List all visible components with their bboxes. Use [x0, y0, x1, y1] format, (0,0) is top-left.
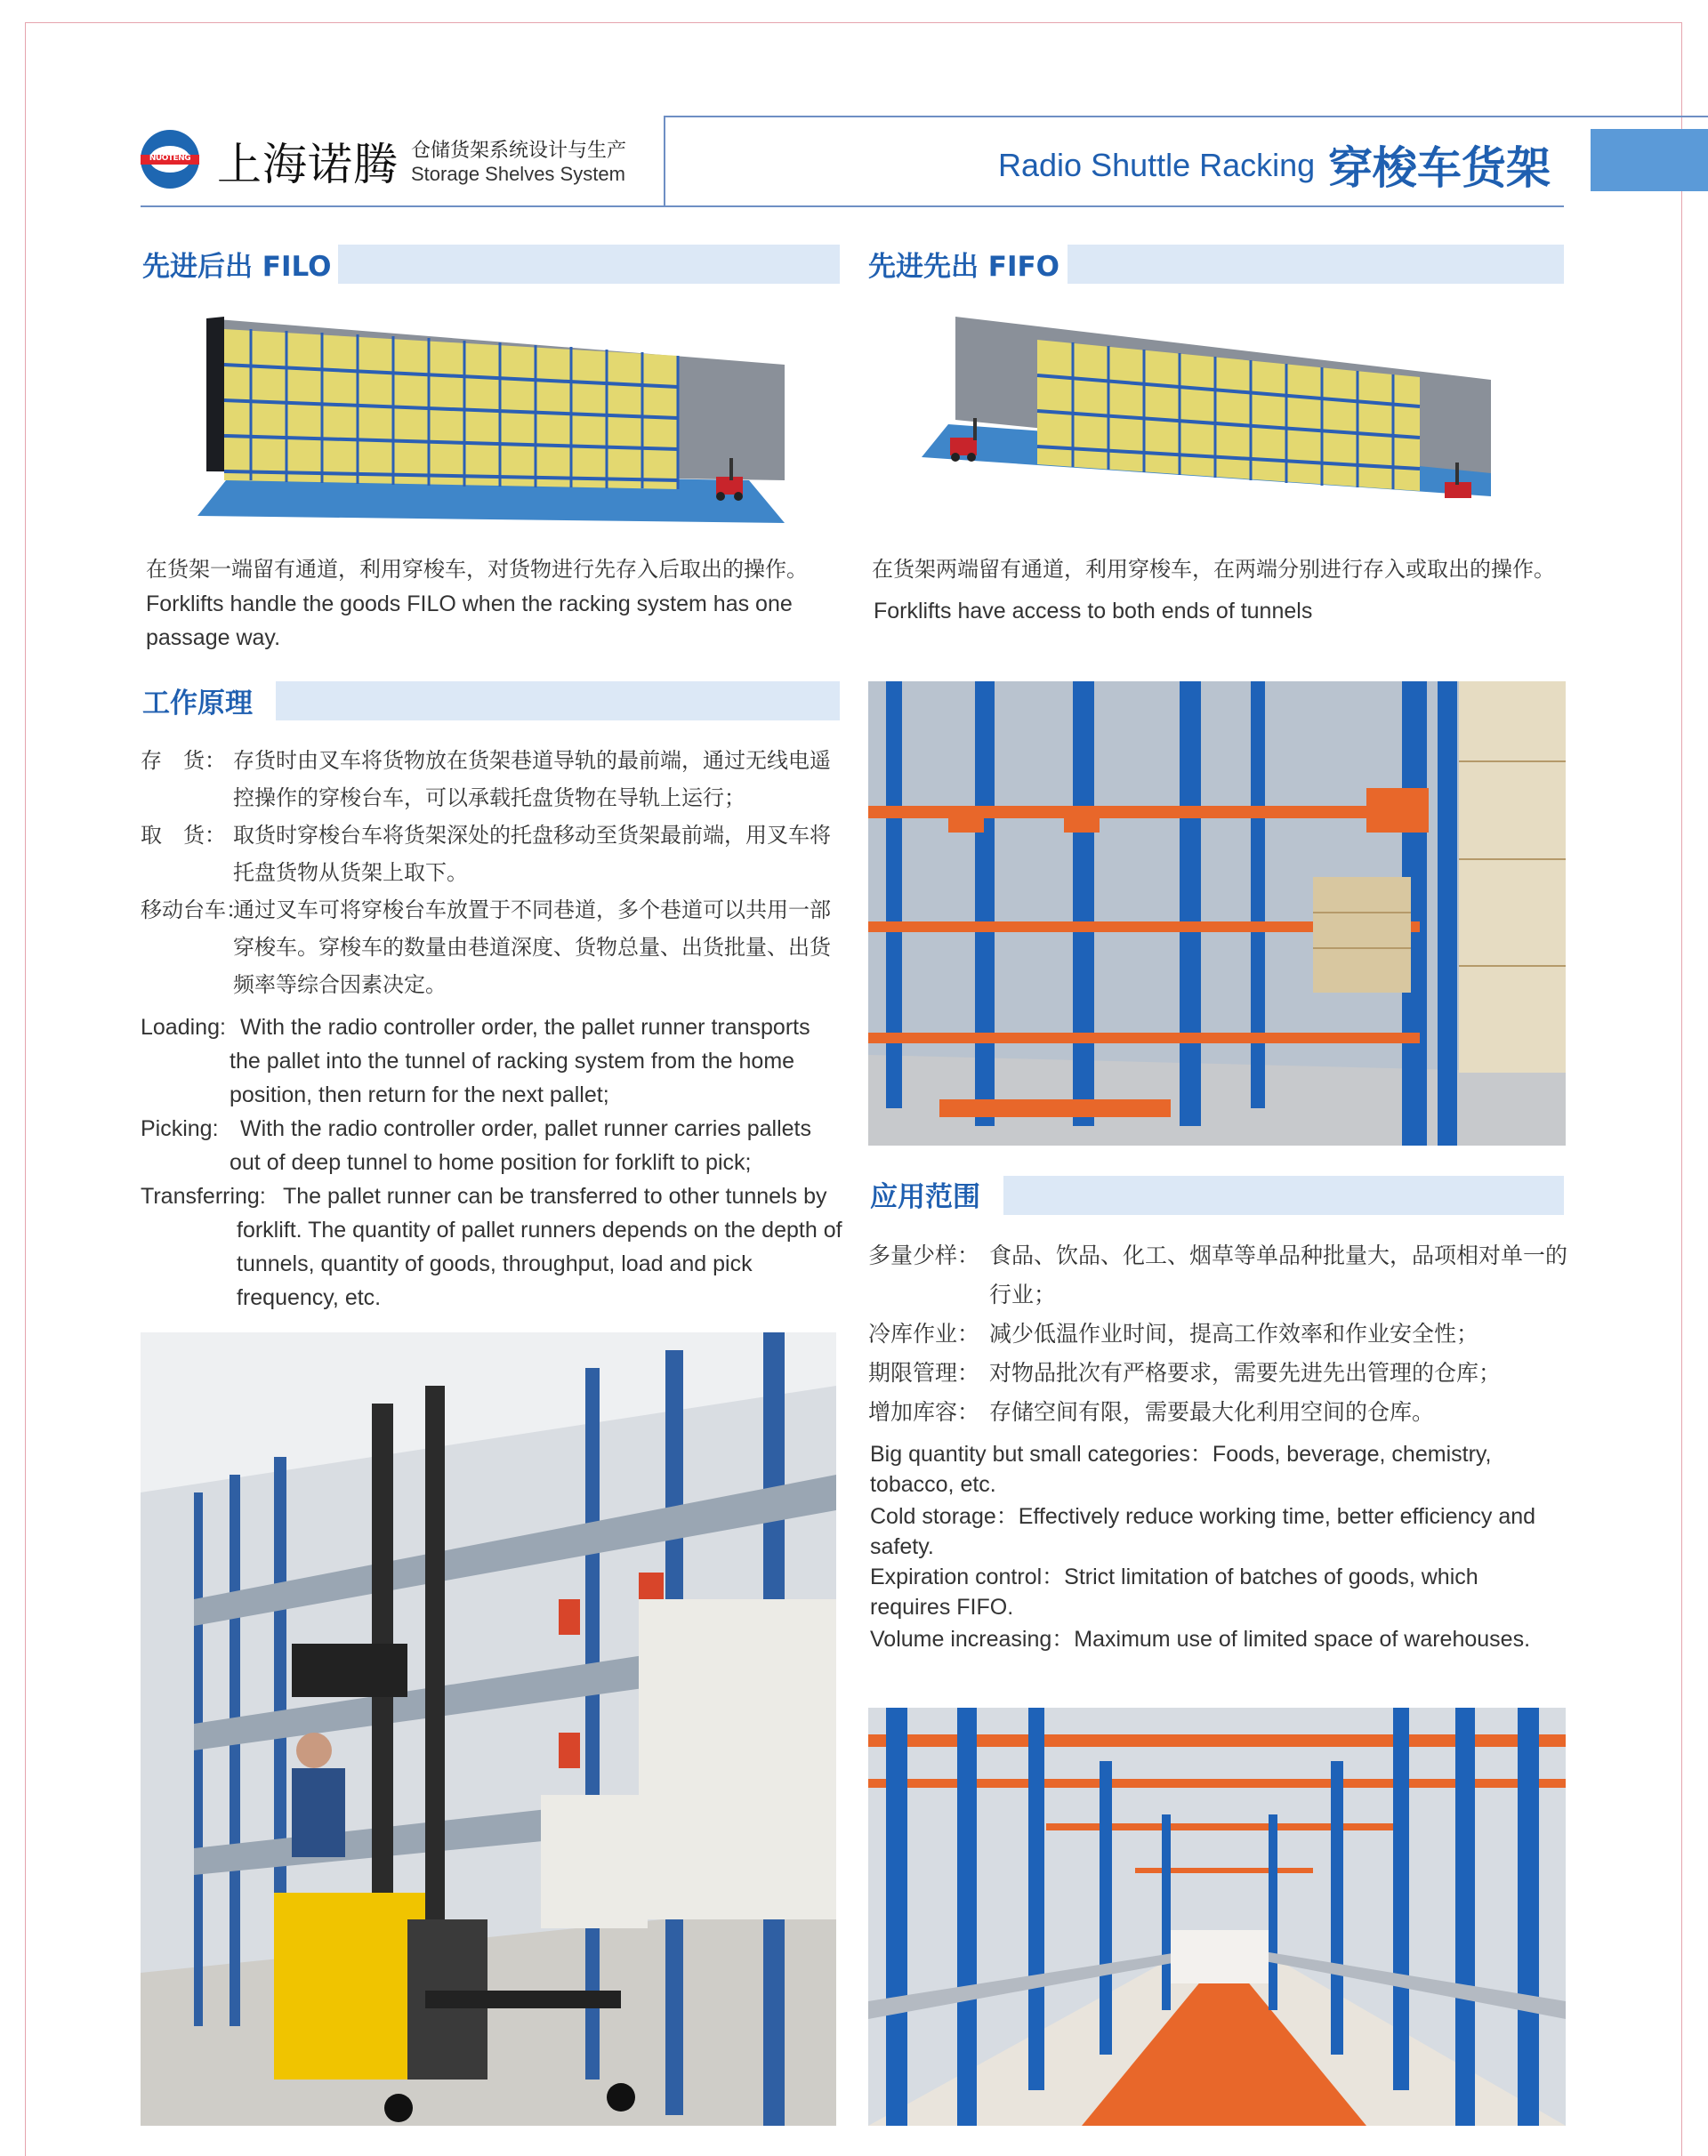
filo-desc-en: Forklifts handle the goods FILO when the racking system has one passage way. — [146, 591, 793, 650]
principle-cn-item: 取 货： 取货时穿梭台车将货架深处的托盘移动至货架最前端，用叉车将托盘货物从货架上取下。 — [141, 823, 831, 885]
principle-cn-item: 存 货： 存货时由叉车将货物放在货架巷道导轨的最前端，通过无线电遥控操作的穿梭台车，可以承载托盘货物在导轨上运行； — [141, 748, 831, 810]
header-tab-decor — [1591, 129, 1708, 191]
page-title-en: Radio Shuttle Racking — [998, 147, 1316, 183]
principle-en-item: Transferring: The pallet runner can be transferred to other tunnels by forklift. The quantity of pallet runners depends on the depth of tunnels, quantity of goods, throughput, load and pick frequency, etc. — [141, 1184, 842, 1310]
filo-title: 先进后出 FILO — [142, 251, 332, 283]
principle-cn-item: 移动台车： 通过叉车可将穿梭台车放置于不同巷道，多个巷道可以共用一部穿梭车。穿梭车的数量由巷道深度、货物总量、出货批量、出货频率等综合因素决定。 — [141, 897, 831, 997]
application-cn-item: 多量少样： 食品、饮品、化工、烟草等单品种批量大，品项相对单一的行业； — [868, 1243, 1568, 1307]
principle-en-item: Picking: With the radio controller order, pallet runner carries pallets out of deep tunnel to home position for forklift to pick; — [141, 1116, 811, 1175]
application-cn-item: 期限管理： 对物品批次有严格要求，需要先进先出管理的仓库； — [868, 1360, 1502, 1386]
header-divider — [664, 116, 665, 206]
fifo-desc-en: Forklifts have access to both ends of tunnels — [874, 599, 1313, 623]
application-cn-item: 增加库容： 存储空间有限，需要最大化利用空间的仓库。 — [868, 1399, 1435, 1425]
brand-name: 上海诺腾 — [217, 139, 399, 190]
application-en-item: Expiration control：Strict limitation of batches of goods, which requires FIFO. — [870, 1565, 1478, 1620]
page-frame-left — [25, 22, 26, 2156]
forklift-photo — [141, 1332, 836, 2126]
fifo-desc-cn: 在货架两端留有通道，利用穿梭车，在两端分别进行存入或取出的操作。 — [872, 557, 1555, 582]
principle-en-item: Loading: With the radio controller order, the pallet runner transports the pallet into the tunnel of racking system from the home position, then return for the next pallet; — [141, 1015, 810, 1107]
header-rule-bottom — [141, 205, 1564, 207]
application-cn-item: 冷库作业： 减少低温作业时间，提高工作效率和作业安全性； — [868, 1321, 1479, 1347]
logo-text: NUOTENG — [149, 154, 191, 163]
filo-diagram-image — [197, 311, 792, 534]
application-en-item: Cold storage：Effectively reduce working time, better efficiency and safety. — [870, 1504, 1536, 1559]
application-title: 应用范围 — [870, 1181, 980, 1213]
application-title-bar — [1003, 1176, 1564, 1215]
application-en-item: Volume increasing：Maximum use of limited space of warehouses. — [870, 1627, 1531, 1652]
page-frame-right — [1681, 22, 1682, 2156]
page-frame-top — [25, 22, 1681, 23]
shuttle-rack-photo — [868, 681, 1566, 1146]
fifo-title-bar — [1068, 245, 1564, 284]
brand-logo-icon — [141, 130, 199, 189]
fifo-diagram-image — [922, 313, 1500, 503]
principle-title-bar — [276, 681, 840, 720]
tagline-cn: 仓储货架系统设计与生产 — [411, 140, 627, 162]
header-rule-top — [665, 116, 1708, 117]
application-en-item: Big quantity but small categories：Foods, beverage, chemistry, tobacco, etc. — [870, 1442, 1492, 1497]
tagline-en: Storage Shelves System — [411, 163, 625, 185]
page-title-cn: 穿梭车货架 — [1328, 142, 1551, 194]
principle-title: 工作原理 — [142, 688, 253, 720]
filo-title-bar — [338, 245, 840, 284]
fifo-title: 先进先出 FIFO — [868, 251, 1060, 283]
rack-tunnel-photo — [868, 1708, 1566, 2126]
filo-desc-cn: 在货架一端留有通道，利用穿梭车，对货物进行先存入后取出的操作。 — [146, 557, 808, 582]
